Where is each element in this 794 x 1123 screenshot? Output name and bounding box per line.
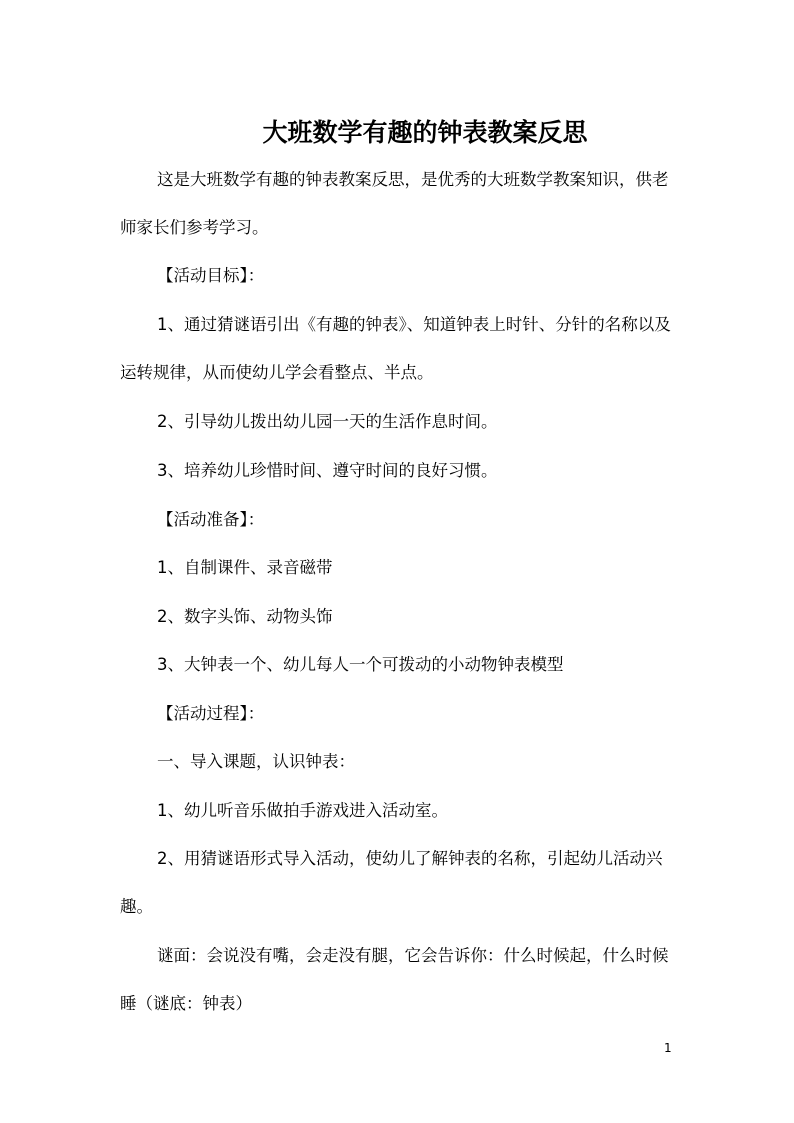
- section-heading-process: 【活动过程】：: [157, 704, 265, 723]
- section-heading-objectives: 【活动目标】：: [157, 266, 265, 285]
- riddle-paragraph: 谜面：会说没有嘴，会走没有腿，它会告诉你：什么时候起，什么时候睡（谜底：钟表）: [120, 946, 669, 1013]
- process-item-2: 2、用猜谜语形式导入活动，使幼儿了解钟表的名称，引起幼儿活动兴趣。: [120, 849, 663, 916]
- process-subheading-1: 一、导入课题，认识钟表：: [157, 752, 355, 771]
- section-heading-preparation: 【活动准备】：: [157, 510, 265, 529]
- document-title: 大班数学有趣的钟表教案反思: [262, 117, 588, 147]
- preparation-item-2: 2、数字头饰、动物头饰: [157, 607, 333, 626]
- objective-item-1: 1、通过猜谜语引出《有趣的钟表》、知道钟表上时针、分针的名称以及运转规律，从而使幼儿学会看整点、半点。: [120, 315, 671, 382]
- intro-paragraph: 这是大班数学有趣的钟表教案反思，是优秀的大班数学教案知识，供老师家长们参考学习。: [120, 170, 669, 237]
- objective-item-3: 3、培养幼儿珍惜时间、遵守时间的良好习惯。: [157, 461, 498, 480]
- process-item-1: 1、幼儿听音乐做拍手游戏进入活动室。: [157, 801, 448, 820]
- preparation-item-3: 3、大钟表一个、幼儿每人一个可拨动的小动物钟表模型: [157, 655, 564, 674]
- preparation-item-1: 1、自制课件、录音磁带: [157, 558, 333, 577]
- page-number: 1: [664, 1041, 672, 1055]
- objective-item-2: 2、引导幼儿拨出幼儿园一天的生活作息时间。: [157, 412, 498, 431]
